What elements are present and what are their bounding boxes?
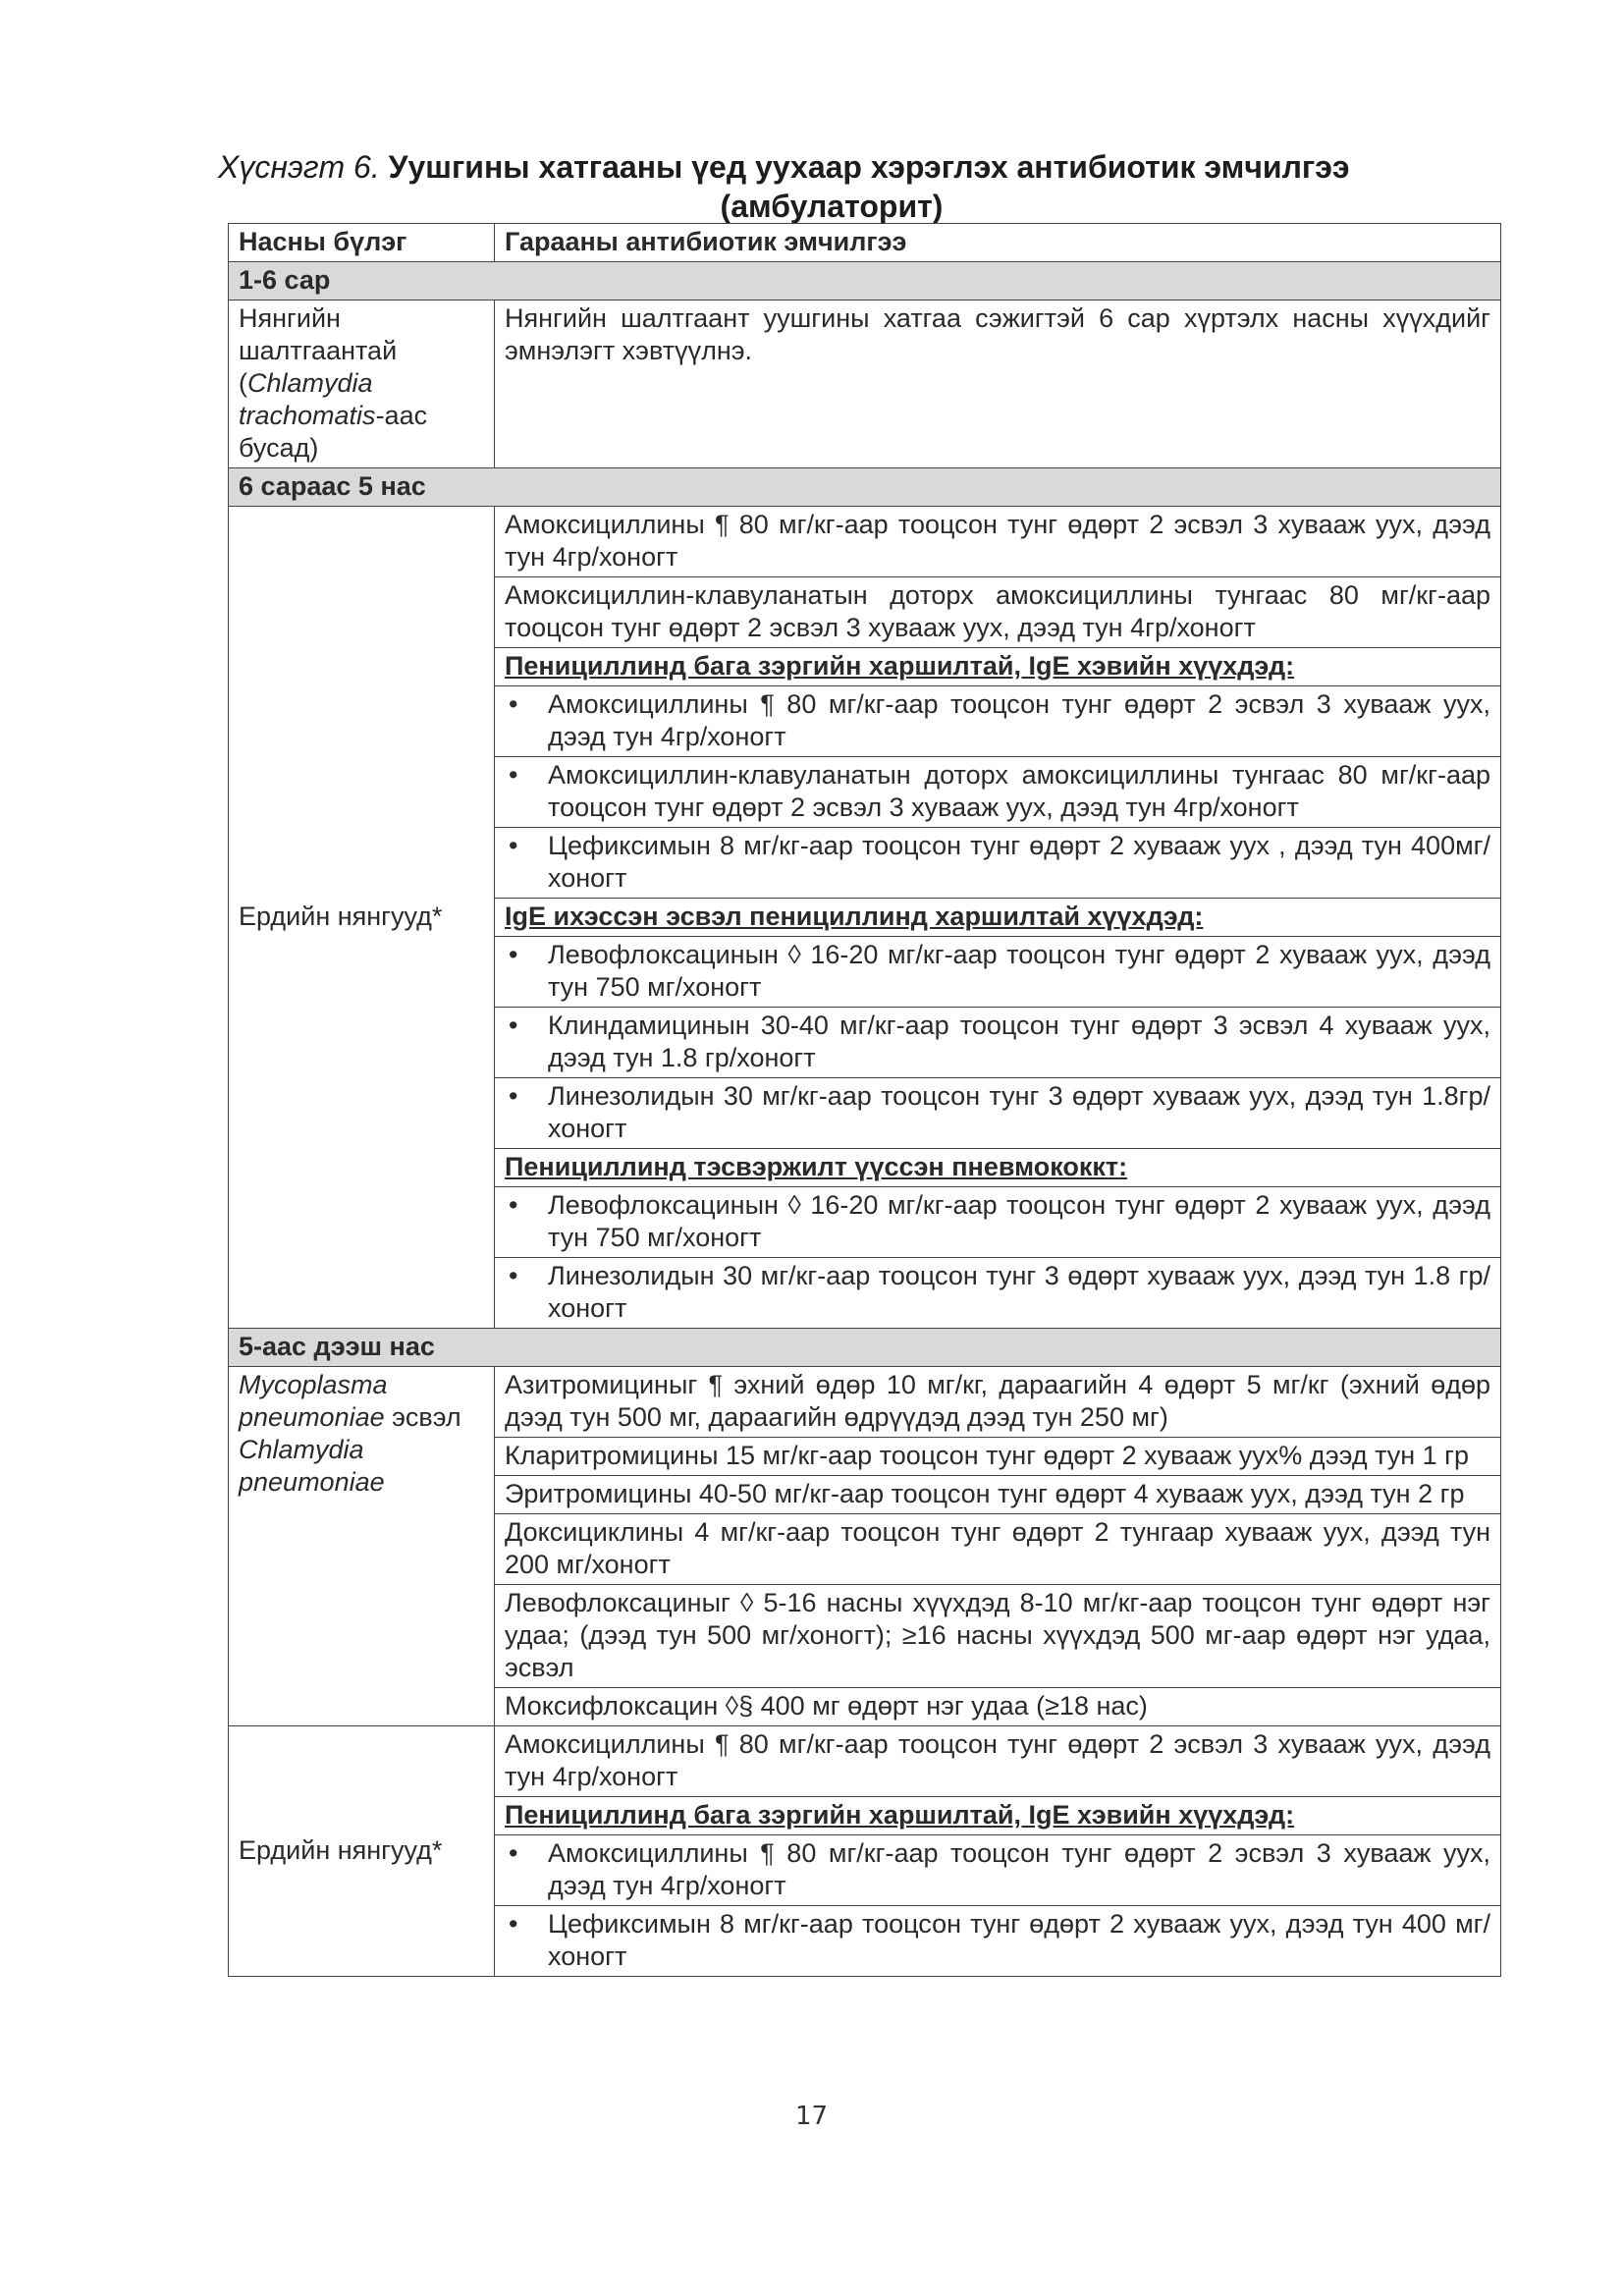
table-row (229, 1367, 1501, 1726)
treatment-cell (495, 1726, 1501, 1977)
age-group-cell: Ердийн нянгууд* (229, 507, 495, 1329)
age-group-cell: Нянгийн шалтгаантай (Chlamydia trachomatis-аас бусад) (229, 301, 495, 468)
header-treatment: Гарааны антибиотик эмчилгээ (495, 224, 1501, 262)
header-age-group: Насны бүлэг (229, 224, 495, 262)
subheading: Пенициллинд бага зэргийн харшилтай, IgE хэвийн хүүхдэд: (495, 648, 1500, 686)
bullet-item: • Линезолидын 30 мг/кг-аар тооцсон тунг 3 өдөрт хувааж уух, дээд тун 1.8 гр/хоногт (509, 1261, 1490, 1323)
treatment-item: Левофлоксациныг ◊ 5-16 насны хүүхдэд 8-10 мг/кг-аар тооцсон тунг өдөрт нэг удаа; (дээд тун 500 мг/хоногт); ≥16 насны хүүхдэд 500 мг-аар өдөрт нэг удаа, эсвэл (495, 1585, 1500, 1688)
treatment-item: Кларитромицины 15 мг/кг-аар тооцсон тунг өдөрт 2 хувааж уух% дээд тун 1 гр (495, 1438, 1500, 1476)
bullet-item: • Амоксициллины ¶ 80 мг/кг-аар тооцсон тунг өдөрт 2 эсвэл 3 хувааж уух, дээд тун 4гр/хоногт (495, 1835, 1500, 1906)
table-caption (218, 147, 1504, 226)
antibiotic-table (228, 223, 1501, 1977)
bullet-item: • Клиндамицинын 30-40 мг/кг-аар тооцсон тунг өдөрт 3 эсвэл 4 хувааж уух, дээд тун 1.8 гр/хоногт (495, 1008, 1500, 1078)
treatment-item: Азитромициныг ¶ эхний өдөр 10 мг/кг, дараагийн 4 өдөрт 5 мг/кг (эхний өдөр дээд тун 500 мг, дараагийн өдрүүдэд дээд тун 250 мг) (495, 1367, 1500, 1438)
bullet-item: • Амоксициллин-клавуланатын доторх амоксициллины тунгаас 80 мг/кг-аар тооцсон тунг өдөрт 2 эсвэл 3 хувааж уух, дээд тун 4гр/хоногт (495, 757, 1500, 828)
treatment-item: Эритромицины 40-50 мг/кг-аар тооцсон тунг өдөрт 4 хувааж уух, дээд тун 2 гр (495, 1476, 1500, 1514)
subheading: IgE ихэссэн эсвэл пенициллинд харшилтай хүүхдэд: (495, 899, 1500, 937)
caption-line2: (амбулаторит) (720, 189, 944, 224)
subheading: Пенициллинд тэсвэржилт үүссэн пневмококкт: (495, 1149, 1500, 1187)
table-row (229, 507, 1501, 1329)
bullet-item: • Левофлоксацинын ◊ 16-20 мг/кг-аар тооцсон тунг өдөрт 2 хувааж уух, дээд тун 750 мг/хоногт (495, 937, 1500, 1008)
age-group-cell: Ердийн нянгууд* (229, 1726, 495, 1977)
bullet-item: • Цефиксимын 8 мг/кг-аар тооцсон тунг өдөрт 2 хувааж уух, дээд тун 400 мг/хоногт (509, 1909, 1490, 1971)
header-row (229, 224, 1501, 262)
bullet-item: • Линезолидын 30 мг/кг-аар тооцсон тунг 3 өдөрт хувааж уух, дээд тун 1.8гр/хоногт (495, 1078, 1500, 1149)
treatment-item: Амоксициллин-клавуланатын доторх амоксициллины тунгаас 80 мг/кг-аар тооцсон тунг өдөрт 2 эсвэл 3 хувааж уух, дээд тун 4гр/хоногт (495, 577, 1500, 648)
bullet-item: • Цефиксимын 8 мг/кг-аар тооцсон тунг өдөрт 2 хувааж уух , дээд тун 400мг/хоногт (495, 828, 1500, 899)
treatment-item: Моксифлоксацин ◊§ 400 мг өдөрт нэг удаа (≥18 нас) (505, 1691, 1148, 1721)
section-row (229, 262, 1501, 301)
treatment-cell (495, 507, 1501, 1329)
caption-prefix: Хүснэгт 6. (218, 149, 380, 185)
treatment-cell (495, 1367, 1501, 1726)
subheading: Пенициллинд бага зэргийн харшилтай, IgE хэвийн хүүхдэд: (495, 1797, 1500, 1835)
treatment-item: Амоксициллины ¶ 80 мг/кг-аар тооцсон тунг өдөрт 2 эсвэл 3 хувааж уух, дээд тун 4гр/хоногт (495, 507, 1500, 577)
treatment-cell: Нянгийн шалтгаант уушгины хатгаа сэжигтэй 6 сар хүртэлх насны хүүхдийг эмнэлэгт хэвтүүлнэ. (495, 301, 1501, 468)
caption-line1: Уушгины хатгааны үед уухаар хэрэглэх антибиотик эмчилгээ (388, 149, 1350, 185)
table-row (229, 1726, 1501, 1977)
section-label: 5-аас дээш нас (229, 1329, 1501, 1367)
treatment-item: Амоксициллины ¶ 80 мг/кг-аар тооцсон тунг өдөрт 2 эсвэл 3 хувааж уух, дээд тун 4гр/хоногт (495, 1726, 1500, 1797)
table-row (229, 301, 1501, 468)
section-row (229, 1329, 1501, 1367)
page-number: 17 (794, 2102, 829, 2131)
section-label: 6 сараас 5 нас (229, 468, 1501, 507)
section-label: 1-6 сар (229, 262, 1501, 301)
section-row (229, 468, 1501, 507)
treatment-item: Доксициклины 4 мг/кг-аар тооцсон тунг өдөрт 2 тунгаар хувааж уух, дээд тун 200 мг/хоногт (495, 1514, 1500, 1585)
bullet-item: • Амоксициллины ¶ 80 мг/кг-аар тооцсон тунг өдөрт 2 эсвэл 3 хувааж уух, дээд тун 4гр/хоногт (495, 686, 1500, 757)
age-group-cell: Mycoplasma pneumoniae эсвэл Chlamydia pneumoniae (229, 1367, 495, 1726)
bullet-item: • Левофлоксацинын ◊ 16-20 мг/кг-аар тооцсон тунг өдөрт 2 хувааж уух, дээд тун 750 мг/хоногт (495, 1187, 1500, 1258)
